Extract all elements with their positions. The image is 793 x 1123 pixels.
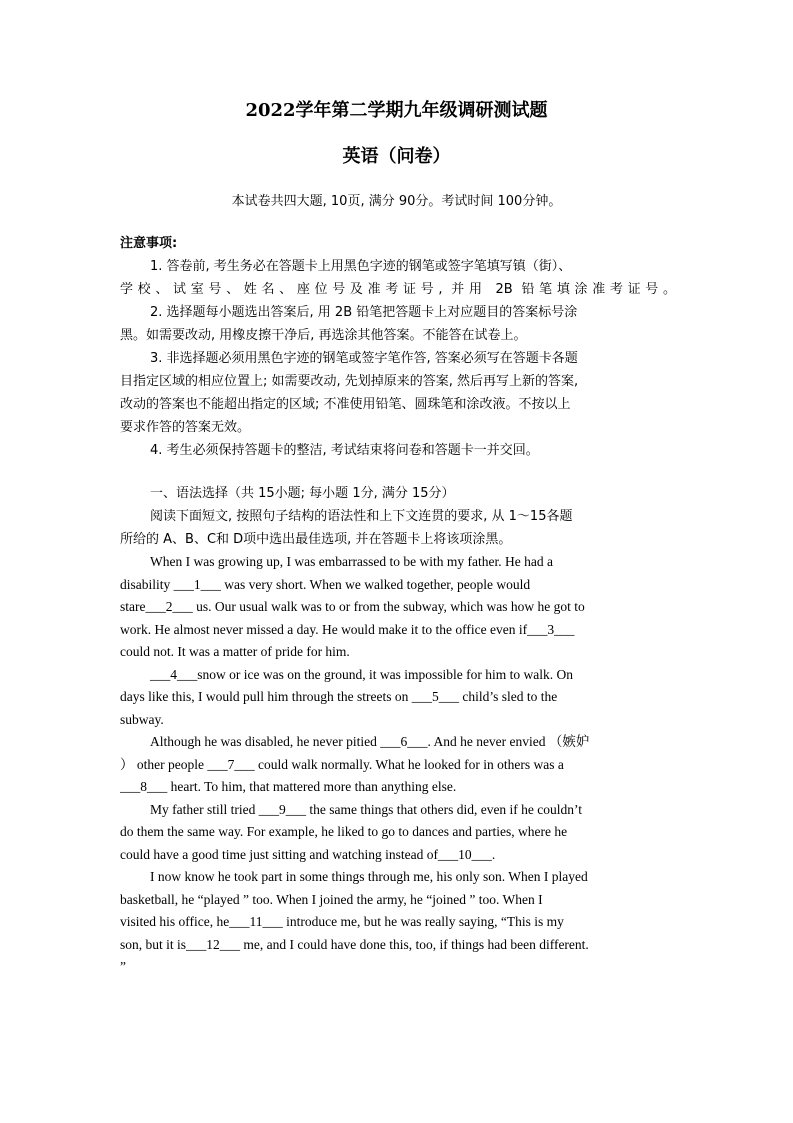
notes-line: 要求作答的答案无效。 [120, 420, 251, 435]
passage-line: ___8___ heart. To him, that mattered more than anything else. [120, 779, 457, 794]
passage-line: When I was growing up, I was embarrassed to be with my father. He had a [150, 554, 554, 569]
passage-line: disability ___1___ was very short. When we walked together, people would [120, 576, 531, 592]
notes-line: 目指定区域的相应位置上; 如需要改动, 先划掉原来的答案, 然后再写上新的答案, [120, 374, 579, 389]
notes-heading: 注意事项: [120, 236, 178, 251]
section-heading: 一、语法选择（共 15小题; 每小题 1分, 满分 15分） [150, 486, 455, 501]
exam-info: 本试卷共四大题, 10页, 满分 90分。考试时间 100分钟。 [231, 194, 562, 209]
page-title: 2022学年第二学期九年级调研测试题 [245, 100, 548, 121]
passage-line: visited his office, he___11___ introduce me, but he was really saying, “This is my [120, 914, 564, 929]
passage-line: Although he was disabled, he never pitied ___6___. And he never envied （嫉妒 [150, 734, 590, 749]
page-subtitle: 英语（问卷） [342, 146, 451, 167]
passage-line: basketball, he “played ” too. When I joined the army, he “joined ” too. When I [120, 891, 543, 907]
passage-line: could have a good time just sitting and watching instead of___10___. [120, 846, 496, 862]
passage-line: do them the same way. For example, he liked to go to dances and parties, where he [120, 824, 568, 839]
passage-line: could not. It was a matter of pride for him. [120, 644, 350, 659]
notes-line: 4. 考生必须保持答题卡的整洁, 考试结束将问卷和答题卡一并交回。 [150, 443, 539, 458]
reading-passage [120, 551, 676, 979]
section-instruction: 所给的 A、B、C和 D项中选出最佳选项, 并在答题卡上将该项涂黑。 [120, 532, 512, 547]
passage-line: ） other people ___7___ could walk normally. What he looked for in others was a [120, 756, 564, 772]
section-instruction: 阅读下面短文, 按照句子结构的语法性和上下文连贯的要求, 从 1～15各题 [150, 509, 573, 524]
passage-line: ” [120, 959, 126, 974]
notes-line: 2. 选择题每小题选出答案后, 用 2B 铅笔把答题卡上对应题目的答案标号涂 [150, 305, 578, 320]
notes-line: 黑。如需要改动, 用橡皮擦干净后, 再选涂其他答案。不能答在试卷上。 [120, 328, 527, 343]
passage-line: My father still tried ___9___ the same things that others did, even if he couldn’t [150, 801, 583, 817]
notes-line: 改动的答案也不能超出指定的区域; 不准使用铅笔、圆珠笔和涂改液。不按以上 [120, 397, 571, 412]
passage-line: subway. [120, 711, 164, 727]
section-grammar [120, 482, 676, 551]
passage-line: I now know he took part in some things through me, his only son. When I played [150, 869, 588, 884]
passage-line: days like this, I would pull him through the streets on ___5___ child’s sled to the [120, 689, 558, 704]
passage-line: ___4___snow or ice was on the ground, it was impossible for him to walk. On [150, 666, 573, 682]
notes-line: 3. 非选择题必须用黑色字迹的钢笔或签字笔作答, 答案必须写在答题卡各题 [150, 351, 578, 366]
passage-line: stare___2___ us. Our usual walk was to or from the subway, which was how he got to [120, 599, 585, 614]
notes-line: 1. 答卷前, 考生务必在答题卡上用黑色字迹的钢笔或签字笔填写镇（街）、 [150, 259, 572, 274]
notes-section [120, 232, 676, 462]
passage-line: son, but it is___12___ me, and I could have done this, too, if things had been different. [120, 936, 589, 952]
passage-line: work. He almost never missed a day. He would make it to the office even if___3___ [120, 621, 575, 637]
notes-line: 学校、试室号、姓名、座位号及准考证号, 并用 2B 铅笔填涂准考证号。 [120, 282, 676, 297]
